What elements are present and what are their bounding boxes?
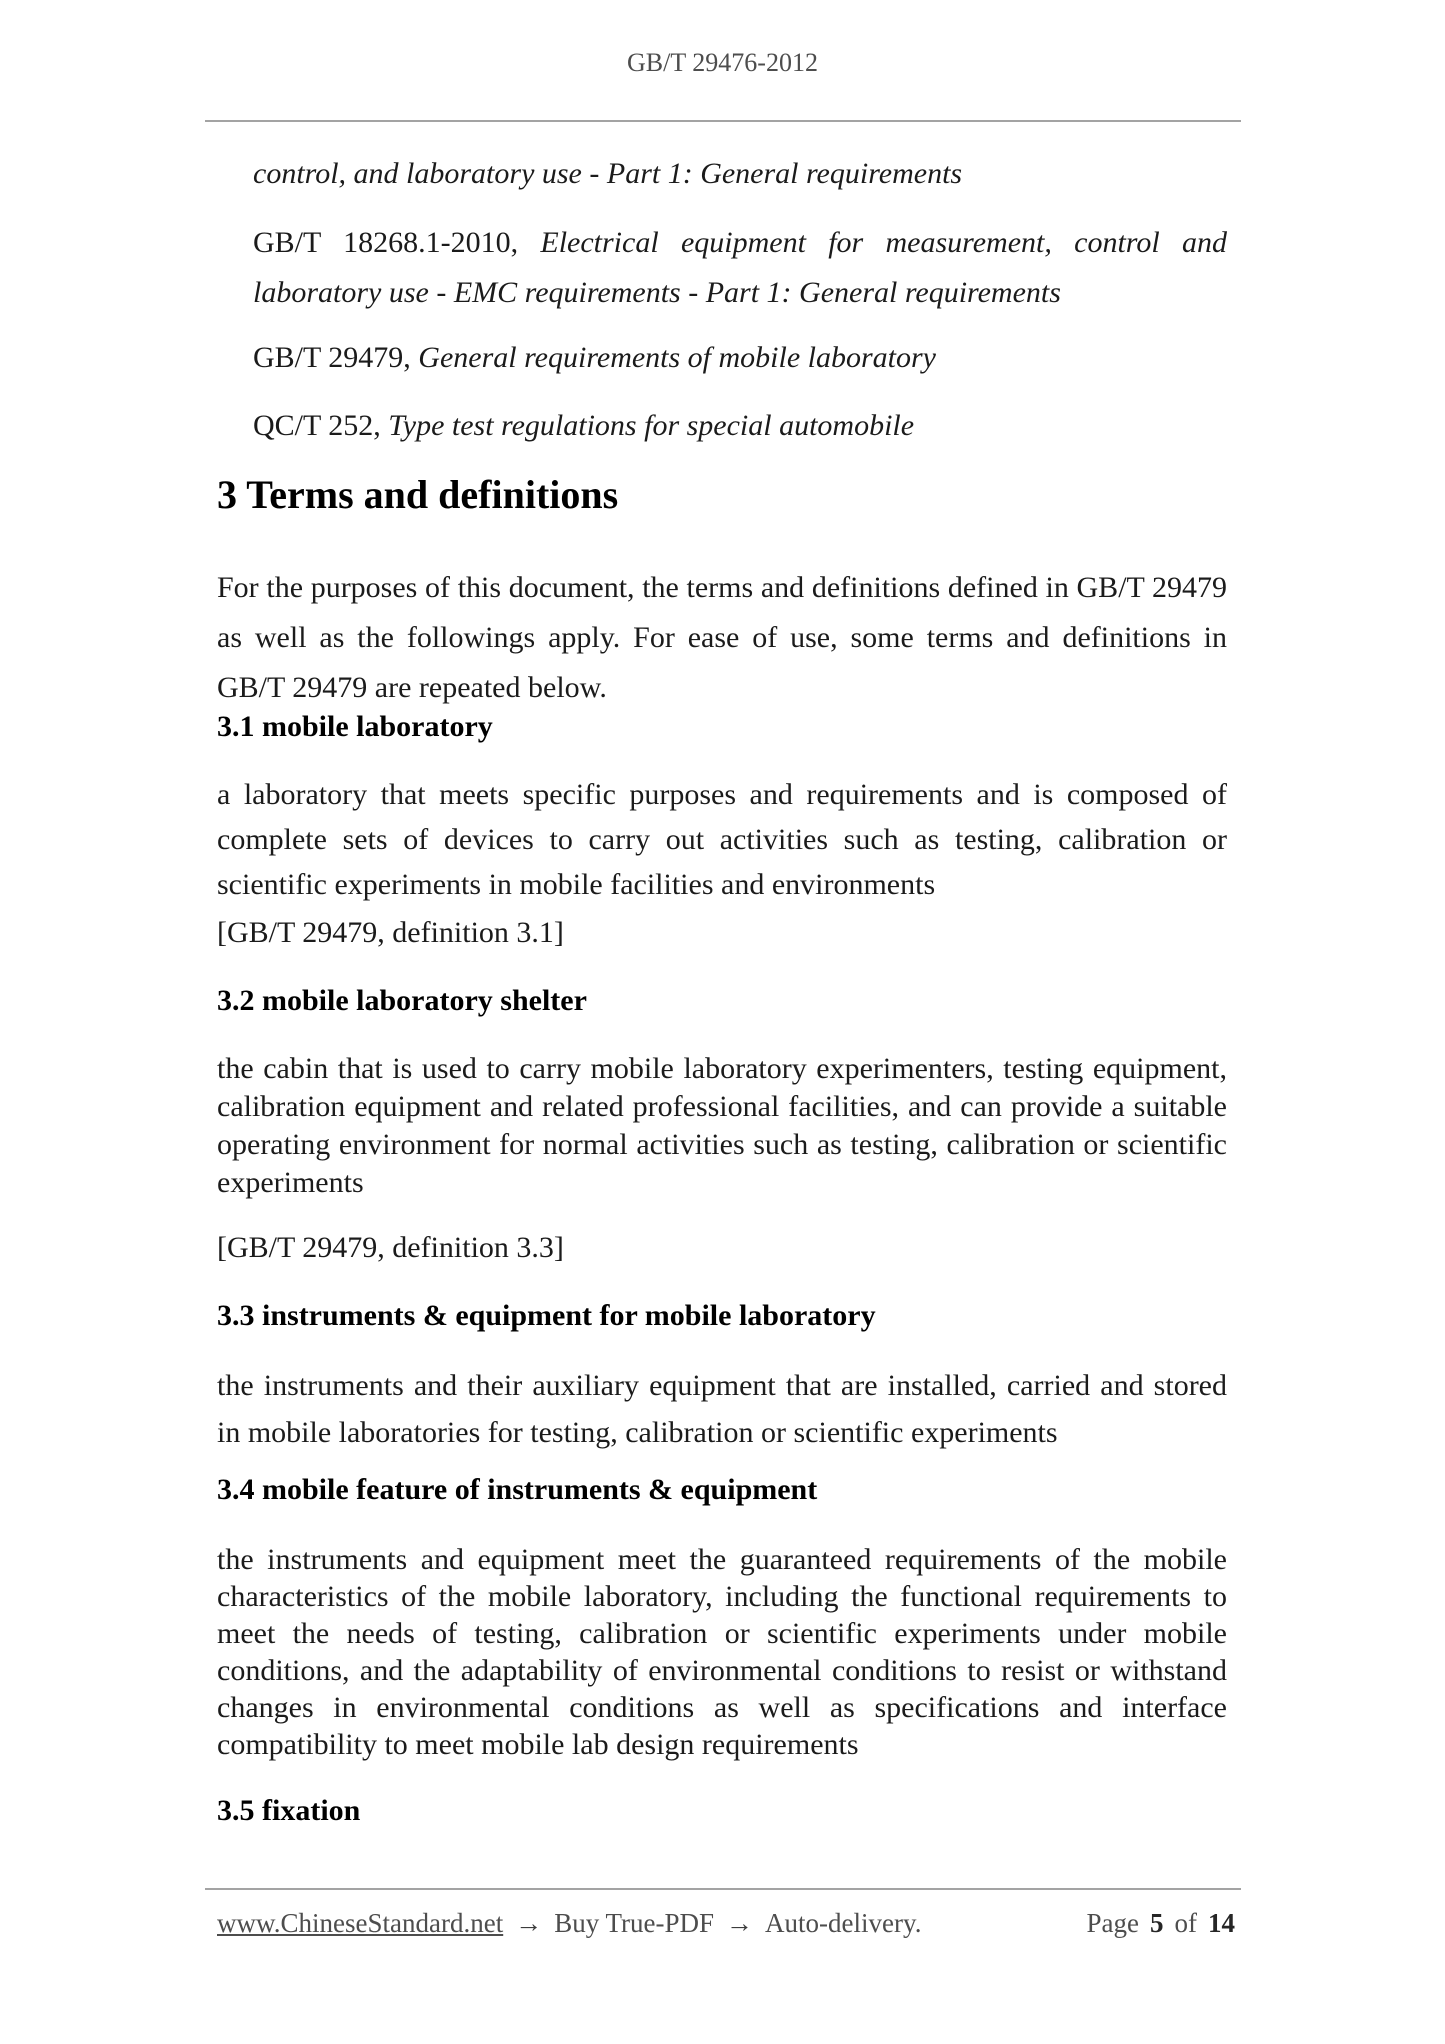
- reference-code: GB/T 18268.1-2010,: [253, 226, 541, 259]
- section-heading: 3 Terms and definitions: [217, 472, 619, 517]
- reference-title: Type test regulations for special automobile: [388, 409, 915, 442]
- footer-buy-label: Buy True-PDF: [554, 1908, 715, 1938]
- term-definition-3-2: the cabin that is used to carry mobile laboratory experimenters, testing equipment, calibration equipment and related professional facilities, and can provide a suitable operating environment for normal activities such as testing, calibration or scientific experiments: [217, 1052, 1227, 1199]
- term-definition-3-3: the instruments and their auxiliary equipment that are installed, carried and stored in mobile laboratories for testing, calibration or scientific experiments: [217, 1369, 1227, 1449]
- page-label: Page: [1086, 1908, 1139, 1938]
- reference-title: Electrical equipment for measurement, control and laboratory use - EMC requirements - Part 1: General requirements: [253, 226, 1227, 309]
- reference-item: [253, 218, 1227, 318]
- footer-page-indicator: [1087, 1903, 1235, 1943]
- reference-title: General requirements of mobile laboratory: [418, 341, 937, 374]
- reference-item: [253, 336, 1227, 380]
- footer-website-link[interactable]: www.ChineseStandard.net: [217, 1908, 504, 1938]
- footer-source-line: [217, 1903, 921, 1943]
- page-total-number: 14: [1208, 1908, 1235, 1938]
- term-heading-3-2: 3.2 mobile laboratory shelter: [217, 984, 587, 1017]
- reference-code: QC/T 252,: [253, 409, 389, 442]
- reference-continuation: control, and laboratory use - Part 1: General requirements: [253, 157, 963, 190]
- term-definition-3-1: a laboratory that meets specific purposes and requirements and is composed of complete sets of devices to carry out activities such as testing, calibration or scientific experiments in mobile facilities and environments: [217, 778, 1227, 901]
- term-definition-3-4: the instruments and equipment meet the guaranteed requirements of the mobile characteristics of the mobile laboratory, including the functional requirements to meet the needs of testing, calibration or scientific experiments under mobile conditions, and the adaptability of environmental conditions to resist or withstand changes in environmental conditions as well as specifications and interface compatibility to meet mobile lab design requirements: [217, 1543, 1227, 1761]
- term-heading-3-1: 3.1 mobile laboratory: [217, 710, 493, 743]
- term-heading-3-4: 3.4 mobile feature of instruments & equipment: [217, 1473, 818, 1506]
- arrow-right-icon: →: [726, 1908, 754, 1938]
- term-source-3-2: [GB/T 29479, definition 3.3]: [217, 1231, 564, 1264]
- page-of-label: of: [1174, 1908, 1197, 1938]
- page-current-number: 5: [1150, 1908, 1164, 1938]
- reference-item: [253, 404, 1227, 448]
- page-header-doc-number: GB/T 29476-2012: [627, 48, 818, 77]
- footer-delivery-label: Auto-delivery.: [765, 1908, 922, 1938]
- page-footer: [217, 1903, 1235, 1943]
- header-divider-line: [205, 120, 1241, 122]
- term-heading-3-3: 3.3 instruments & equipment for mobile laboratory: [217, 1299, 876, 1332]
- arrow-right-icon: →: [515, 1908, 543, 1938]
- section-intro-paragraph: For the purposes of this document, the terms and definitions defined in GB/T 29479 as well as the followings apply. For ease of use, some terms and definitions in GB/T 29479 are repeated below.: [217, 571, 1227, 704]
- term-heading-3-5: 3.5 fixation: [217, 1794, 361, 1827]
- term-source-3-1: [GB/T 29479, definition 3.1]: [217, 916, 564, 949]
- footer-divider-line: [205, 1888, 1241, 1890]
- reference-code: GB/T 29479,: [253, 341, 419, 374]
